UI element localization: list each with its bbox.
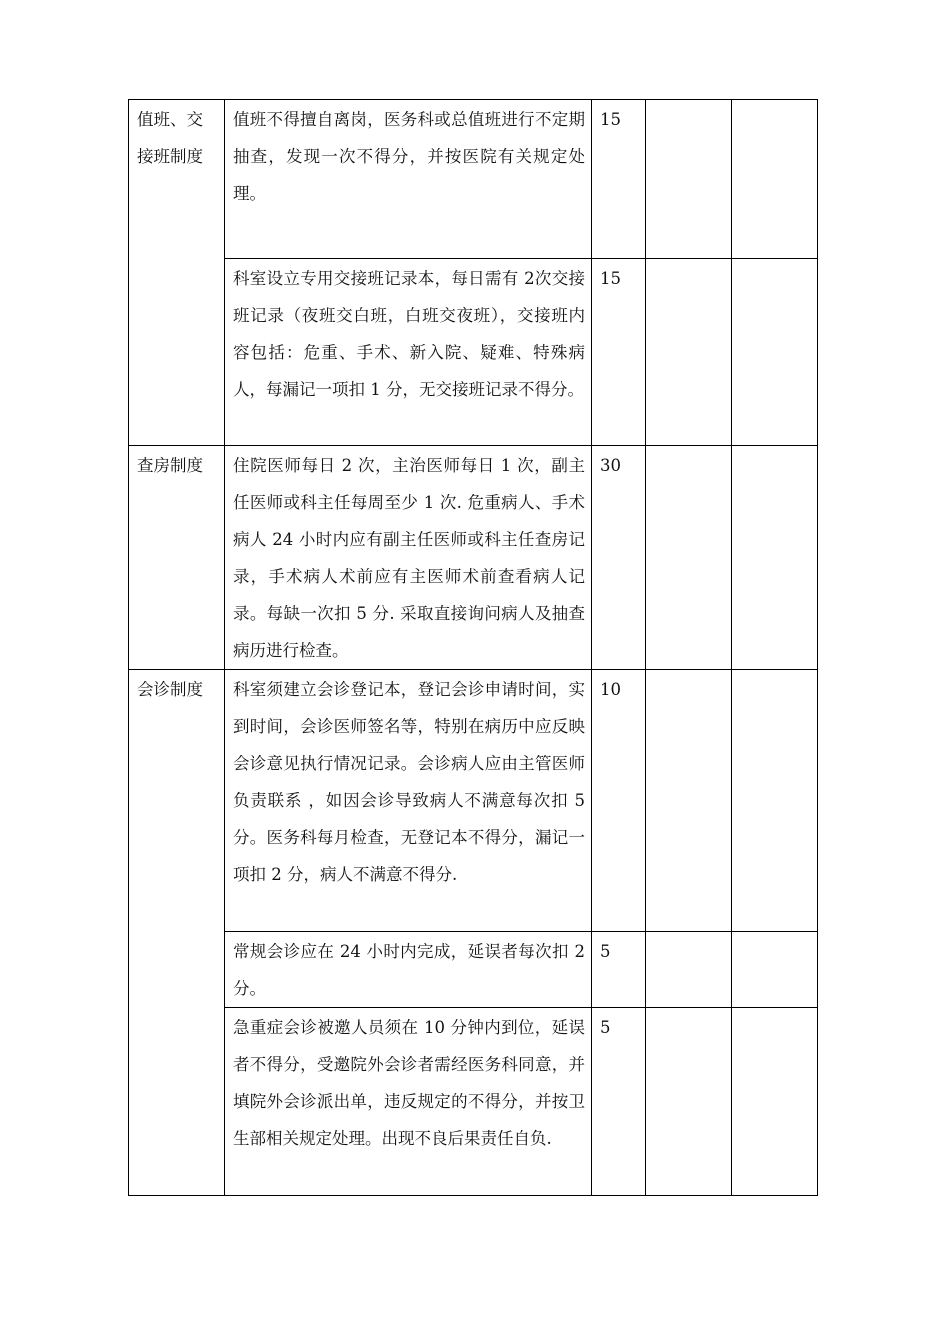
item-cell-consultation: 会诊制度 bbox=[129, 670, 225, 1196]
blank-cell bbox=[732, 1008, 818, 1196]
table-row bbox=[129, 932, 818, 1008]
blank-cell bbox=[732, 932, 818, 1008]
scoring-table bbox=[128, 99, 818, 1196]
item-cell-ward-rounds: 查房制度 bbox=[129, 446, 225, 670]
criterion-cell: 常规会诊应在 24 小时内完成，延误者每次扣 2 分。 bbox=[225, 932, 592, 1008]
blank-cell bbox=[646, 100, 732, 259]
table-row bbox=[129, 1008, 818, 1196]
score-cell: 5 bbox=[592, 1008, 646, 1196]
criterion-cell: 科室设立专用交接班记录本，每日需有 2次交接班记录（夜班交白班，白班交夜班），交接班内容包括：危重、手术、新入院、疑难、特殊病人，每漏记一项扣 1 分，无交接班记录不得分。 bbox=[225, 259, 592, 446]
score-cell: 30 bbox=[592, 446, 646, 670]
table-row bbox=[129, 259, 818, 446]
table-row bbox=[129, 446, 818, 670]
blank-cell bbox=[732, 259, 818, 446]
blank-cell bbox=[646, 446, 732, 670]
blank-cell bbox=[646, 1008, 732, 1196]
item-cell-duty-handover: 值班、交接班制度 bbox=[129, 100, 225, 446]
blank-cell bbox=[732, 670, 818, 932]
criterion-cell: 科室须建立会诊登记本，登记会诊申请时间，实到时间，会诊医师签名等，特别在病历中应反映会诊意见执行情况记录。会诊病人应由主管医师负责联系 ，如因会诊导致病人不满意每次扣 5 分。医务科每月检查，无登记本不得分，漏记一项扣 2 分，病人不满意不得分. bbox=[225, 670, 592, 932]
table-row bbox=[129, 670, 818, 932]
criterion-cell: 急重症会诊被邀人员须在 10 分钟内到位，延误者不得分，受邀院外会诊者需经医务科同意，并填院外会诊派出单，违反规定的不得分，并按卫生部相关规定处理。出现不良后果责任自负. bbox=[225, 1008, 592, 1196]
criterion-cell: 住院医师每日 2 次，主治医师每日 1 次，副主任医师或科主任每周至少 1 次. 危重病人、手术病人 24 小时内应有副主任医师或科主任查房记录，手术病人术前应有主医师术前查看病人记录。每缺一次扣 5 分. 采取直接询问病人及抽查病历进行检查。 bbox=[225, 446, 592, 670]
criterion-cell: 值班不得擅自离岗，医务科或总值班进行不定期抽查，发现一次不得分，并按医院有关规定处理。 bbox=[225, 100, 592, 259]
score-cell: 10 bbox=[592, 670, 646, 932]
blank-cell bbox=[646, 932, 732, 1008]
blank-cell bbox=[646, 259, 732, 446]
score-cell: 15 bbox=[592, 259, 646, 446]
blank-cell bbox=[732, 100, 818, 259]
blank-cell bbox=[732, 446, 818, 670]
table-row bbox=[129, 100, 818, 259]
score-cell: 5 bbox=[592, 932, 646, 1008]
blank-cell bbox=[646, 670, 732, 932]
score-cell: 15 bbox=[592, 100, 646, 259]
